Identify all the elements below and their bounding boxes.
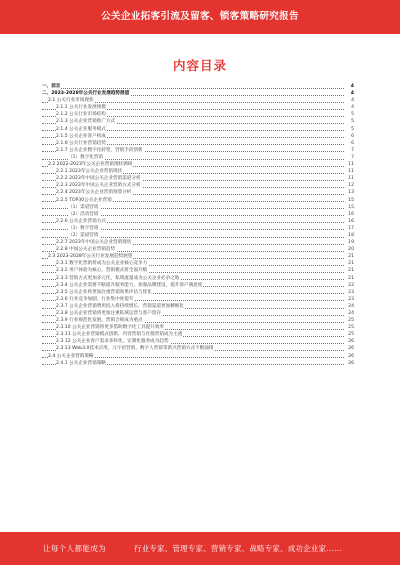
- toc-entry-page: 25: [345, 317, 354, 324]
- toc-entry-page: 21: [345, 275, 354, 282]
- report-header-bar: [0, 0, 400, 34]
- toc-entry[interactable]: [42, 331, 354, 338]
- toc-entry-text: 2.2.1 2023年公关企业营销现状: [56, 169, 123, 175]
- toc-entry-page: 4: [345, 83, 354, 90]
- toc-leader-dots: [42, 88, 354, 89]
- toc-entry-text: 2.2.5 TOP30公关企业营销: [56, 197, 112, 203]
- toc-entry-page: 16: [345, 211, 354, 218]
- toc-entry[interactable]: [42, 218, 354, 225]
- toc-entry-text: 2.1 公关行业市场现状: [48, 98, 94, 104]
- toc-entry-page: 5: [345, 118, 354, 125]
- toc-entry-page: 21: [345, 267, 354, 274]
- toc-entry[interactable]: [42, 310, 354, 317]
- toc-entry-text: 2.3.2 用户体验为核心，营销模式将全面升级: [56, 268, 148, 274]
- toc-entry-text: 2.3.13 Web3.0技术应用，元宇宙营销，数字人营销等新兴营销方式不断涌现: [56, 346, 214, 352]
- toc-entry-text: 2.3.3 营销方式更加多元化，私域流量成为公关企业必争之地: [56, 275, 180, 281]
- toc-entry-text: 2.1.4 公关企业服务模式: [56, 126, 106, 132]
- toc-entry-text: 2.1.2 公关行业市场结构: [56, 112, 106, 118]
- toc-entry-page: 5: [345, 126, 354, 133]
- toc-entry-text: （1）渠道营销: [68, 204, 99, 210]
- toc-entry-page: 6: [345, 140, 354, 147]
- toc-entry[interactable]: [42, 338, 354, 345]
- toc-entry-text: 2.3.12 公关企业客户需求多样化，定制化服务成为趋势: [56, 339, 169, 345]
- toc-entry[interactable]: [42, 83, 354, 90]
- toc-entry-text: 2.1.1 公关行业发展规模: [56, 105, 106, 111]
- toc-entry-page: 15: [345, 204, 354, 211]
- toc-entry-text: 二、2023-2028年公关行业发展趋势展望: [42, 91, 130, 97]
- toc-entry[interactable]: [42, 353, 354, 360]
- toc-entry-page: 26: [345, 338, 354, 345]
- toc-entry[interactable]: [42, 246, 354, 253]
- toc-entry-page: 24: [345, 303, 354, 310]
- toc-heading: 内容目录: [172, 58, 227, 73]
- toc-entry-page: 4: [345, 97, 354, 104]
- toc-entry-page: 15: [345, 197, 354, 204]
- toc-entry[interactable]: [42, 182, 354, 189]
- toc-entry[interactable]: [42, 289, 354, 296]
- toc-entry[interactable]: [42, 189, 354, 196]
- toc-entry-page: 23: [345, 296, 354, 303]
- toc-entry-page: 11: [345, 175, 354, 182]
- toc-entry[interactable]: [42, 204, 354, 211]
- toc-entry-text: 2.3.11 公关企业营销模式创新，内容营销与社群营销成为主流: [56, 332, 183, 338]
- toc-entry-text: 2.2.8 中国公关企业营销趋势: [56, 247, 116, 253]
- toc-entry-page: 4: [345, 104, 354, 111]
- toc-entry-page: 6: [345, 133, 354, 140]
- toc-entry[interactable]: [42, 360, 354, 367]
- toc-entry-page: 16: [345, 218, 354, 225]
- toc-entry-text: 2.1.6 公关行业营销趋势: [56, 140, 106, 146]
- toc-entry[interactable]: [42, 104, 354, 111]
- toc-entry[interactable]: [42, 267, 354, 274]
- footer-slogan: 让每个人都能成为: [43, 544, 107, 553]
- toc-entry-page: 24: [345, 310, 354, 317]
- toc-entry[interactable]: [42, 126, 354, 133]
- toc-entry-text: 一、前言: [42, 84, 61, 89]
- toc-entry-page: 4: [345, 90, 354, 97]
- toc-entry[interactable]: [42, 154, 354, 161]
- toc-entry-text: 2.3.9 行业规范化发展，营销合规成为重点: [56, 318, 143, 324]
- toc-entry-text: 2.2.7 2023年中国公关企业营销现状: [56, 240, 132, 246]
- footer-roles: 行业专家、管理专家、营销专家、战略专家、成功企业家……: [134, 544, 342, 553]
- toc-entry-page: 25: [345, 324, 354, 331]
- toc-entry-page: 26: [345, 345, 354, 352]
- toc-entry-page: 22: [345, 282, 354, 289]
- toc-entry-text: 2.2.2 2023年中国公关企业营销渠道分析: [56, 176, 141, 182]
- toc-entry[interactable]: [42, 296, 354, 303]
- toc-entry-page: 11: [345, 161, 354, 168]
- toc-entry-text: 2.2.6 公关企业营销方式: [56, 218, 106, 224]
- toc-entry-text: （2）活动营销: [68, 211, 99, 217]
- toc-entry[interactable]: [42, 161, 354, 168]
- toc-entry-text: 2.3.7 公关企业营销费用投入将持续增长，营销渠道更加精细化: [56, 303, 184, 309]
- toc-entry-page: 20: [345, 246, 354, 253]
- toc-entry[interactable]: [42, 260, 354, 267]
- toc-entry-page: 25: [345, 331, 354, 338]
- toc-entry[interactable]: [42, 197, 354, 204]
- toc-entry-text: 2.3.4 公关企业需要不断提升服务能力，加强品牌建设，提升客户满意度: [56, 282, 203, 288]
- toc-entry[interactable]: [42, 282, 354, 289]
- toc-entry-text: 2.4.1 公关企业营销策略: [56, 360, 106, 366]
- toc-entry-page: 18: [345, 232, 354, 239]
- toc-entry[interactable]: [42, 324, 354, 331]
- toc-entry-text: （2）渠道营销: [68, 232, 99, 238]
- toc-entry-page: 21: [345, 260, 354, 267]
- toc-entry-page: 7: [345, 147, 354, 154]
- toc-entry[interactable]: [42, 97, 354, 104]
- toc-entry-page: 7: [345, 154, 354, 161]
- toc-entry[interactable]: [42, 111, 354, 118]
- toc-entry[interactable]: [42, 140, 354, 147]
- toc-entry[interactable]: [42, 253, 354, 260]
- toc-entry-page: 12: [345, 182, 354, 189]
- toc-entry[interactable]: [42, 345, 354, 352]
- table-of-contents: [42, 83, 354, 367]
- toc-entry-text: 2.3.1 数字化营销将成为公关企业核心竞争力: [56, 261, 148, 267]
- toc-entry-page: 5: [345, 111, 354, 118]
- toc-entry[interactable]: [42, 232, 354, 239]
- toc-entry-page: 13: [345, 189, 354, 196]
- toc-entry[interactable]: [42, 303, 354, 310]
- toc-entry-page: 23: [345, 289, 354, 296]
- toc-entry-text: 2.3.10 公关企业营销将更多借助数字化工具提升效率: [56, 325, 164, 331]
- toc-entry-page: 17: [345, 225, 354, 232]
- toc-entry-text: （1）数字营销: [68, 225, 99, 231]
- toc-entry[interactable]: [42, 147, 354, 154]
- toc-entry-page: 11: [345, 168, 354, 175]
- footer-bar: [0, 532, 400, 565]
- toc-entry-text: （1）数字化营销: [68, 154, 104, 160]
- toc-entry-text: 2.1.3 公关企业营销推广方式: [56, 119, 116, 125]
- toc-entry[interactable]: [42, 118, 354, 125]
- toc-entry-text: 2.2.4 2023年公关企业营销预算分析: [56, 190, 132, 196]
- toc-entry-page: 21: [345, 253, 354, 260]
- toc-entry-text: 2.3 2023-2028年公关行业发展趋势展望: [48, 254, 133, 260]
- report-title: 公关企业拓客引流及留客、锁客策略研究报告: [101, 11, 299, 22]
- toc-entry-page: 19: [345, 239, 354, 246]
- toc-entry[interactable]: [42, 175, 354, 182]
- toc-entry-text: 2.1.7 公关企业数字化转型，营销手段创新: [56, 147, 143, 153]
- toc-entry-text: 2.1.5 公关企业客户构成: [56, 133, 106, 139]
- toc-entry[interactable]: [42, 225, 354, 232]
- toc-entry[interactable]: [42, 317, 354, 324]
- toc-entry-text: 2.3.5 公关企业将更加注重营销效果评估与优化: [56, 289, 152, 295]
- toc-entry[interactable]: [42, 275, 354, 282]
- toc-entry-page: 26: [345, 360, 354, 367]
- toc-entry-text: 2.3.8 公关企业营销将更加注重私域运营与客户留存: [56, 311, 162, 316]
- toc-entry-page: 26: [345, 353, 354, 360]
- toc-entry[interactable]: [42, 133, 354, 140]
- toc-entry-text: 2.2.3 2023年中国公关企业营销方式分析: [56, 183, 141, 189]
- toc-entry-text: 2.3.6 行业竞争加剧，行业集中度提升: [56, 296, 134, 302]
- toc-entry[interactable]: [42, 211, 354, 218]
- toc-entry[interactable]: [42, 90, 354, 97]
- toc-entry[interactable]: [42, 239, 354, 246]
- toc-entry-text: 2.4 公关企业营销策略: [48, 353, 94, 359]
- toc-entry[interactable]: [42, 168, 354, 175]
- toc-entry-text: 2.2 2022-2023年公关企业营销现状调研: [48, 162, 133, 168]
